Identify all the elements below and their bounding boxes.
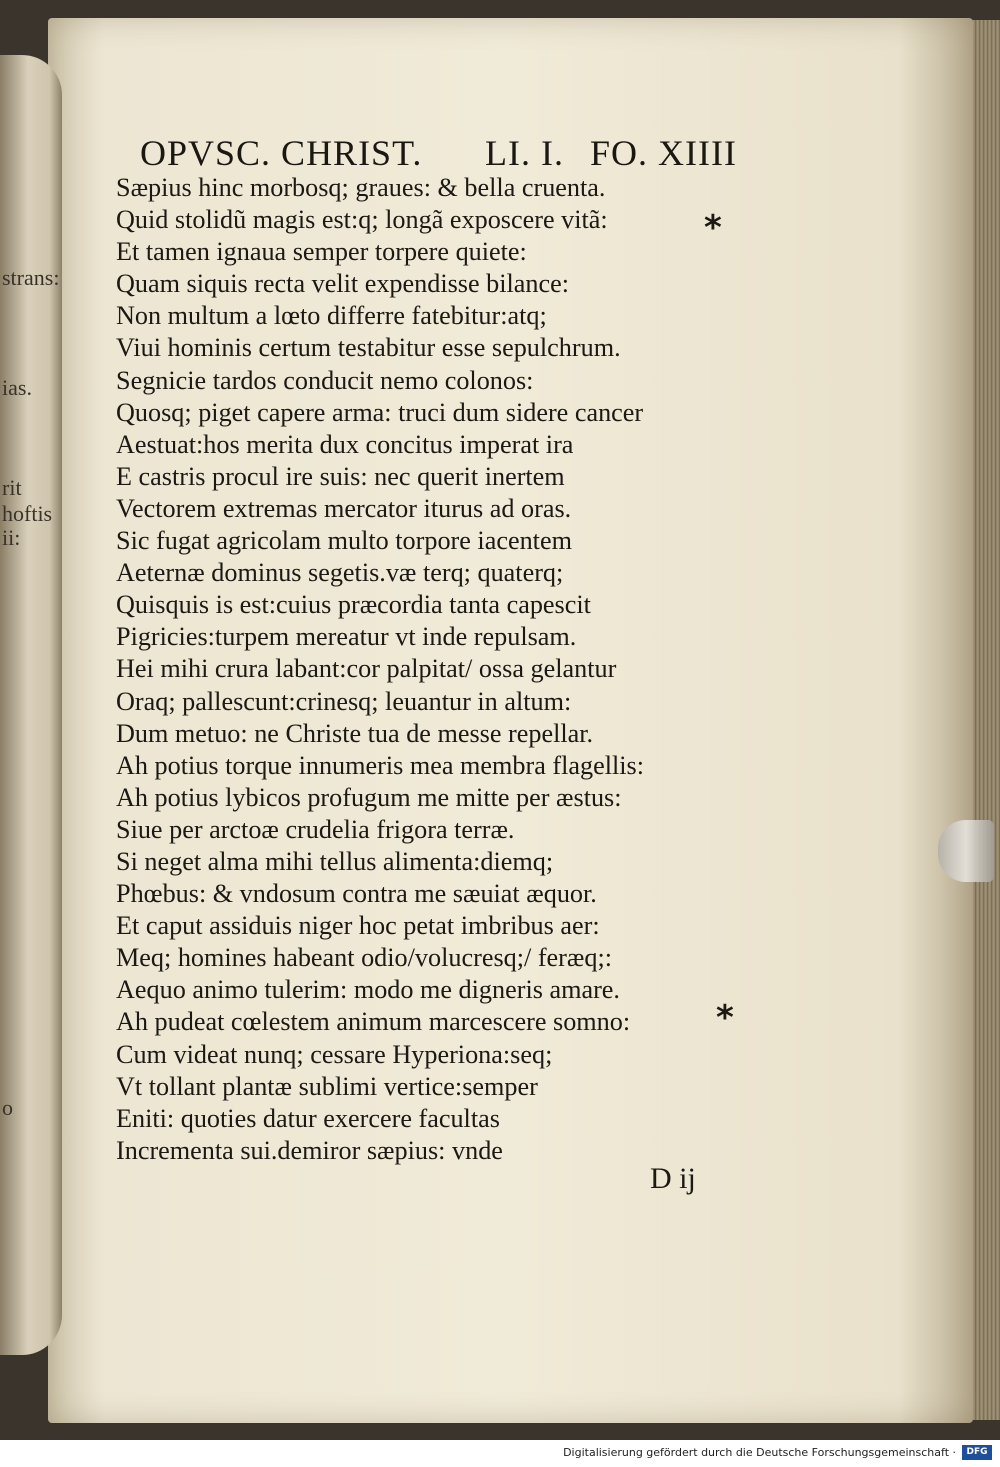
verse-line: Segnicie tardos conducit nemo colonos: — [116, 365, 534, 395]
margin-asterisk-marker: * — [716, 998, 734, 1038]
verse-line: Dum metuo: ne Christe tua de messe repellar. — [116, 718, 594, 748]
margin-asterisk-marker: * — [704, 208, 722, 248]
verse-line: Eniti: quoties datur exercere facultas — [116, 1103, 500, 1133]
verse-line: Quosq; piget capere arma: truci dum sidere cancer — [116, 397, 644, 427]
verse-line: Incrementa sui.demiror sæpius: vnde — [116, 1135, 503, 1165]
verse-line: Quid stolidũ magis est:q; longã exposcere vitã: — [116, 205, 608, 235]
funding-credit: Digitalisierung gefördert durch die Deutsche Forschungsgemeinschaft · — [563, 1446, 956, 1459]
verse-line: Hei mihi crura labant:cor palpitat/ ossa gelantur — [116, 654, 617, 684]
verse-line: E castris procul ire suis: nec querit inertem — [116, 461, 565, 491]
verse-line: Et tamen ignaua semper torpere quiete: — [116, 237, 527, 267]
verse-line: Cum videat nunq; cessare Hyperiona:seq; — [116, 1039, 553, 1069]
left-page-fragment: rit hoftis — [2, 475, 53, 526]
verse-line: Non multum a lœto differre fatebitur:atq; — [116, 301, 547, 331]
verse-line: Ah potius lybicos profugum me mitte per æstus: — [116, 782, 622, 812]
verse-line: Vt tollant plantæ sublimi vertice:semper — [116, 1071, 538, 1101]
left-page-fragment: ii: — [2, 525, 21, 550]
verse-line: Aequo animo tulerim: modo me digneris amare. — [116, 975, 620, 1005]
verse-line: Si neget alma mihi tellus alimenta:diemq; — [116, 846, 554, 876]
header-book: LI. I. — [485, 133, 564, 173]
header-folio: FO. XIIII — [590, 133, 737, 173]
left-page-fragment: ias. — [2, 375, 32, 400]
verse-line: Ah pudeat cœlestem animum marcescere somno: — [116, 1007, 631, 1037]
signature-mark: D ij — [650, 1162, 696, 1195]
verse-line: Meq; homines habeant odio/volucresq;/ feræq;: — [116, 943, 613, 973]
verse-line: Phœbus: & vndosum contra me sæuiat æquor. — [116, 879, 597, 909]
page-clip — [938, 820, 994, 882]
verse-line: Viui hominis certum testabitur esse sepulchrum. — [116, 333, 621, 363]
verse-block — [116, 172, 716, 1167]
left-page-curl — [0, 55, 62, 1355]
verse-line: Sæpius hinc morbosq; graues: & bella cruenta. — [116, 173, 606, 202]
dfg-logo-icon: DFG — [962, 1445, 992, 1460]
verse-line: Sic fugat agricolam multo torpore iacentem — [116, 526, 572, 556]
verse-line: Vectorem extremas mercator iturus ad oras. — [116, 493, 572, 523]
verse-line: Siue per arctoæ crudelia frigora terræ. — [116, 814, 515, 844]
verse-line: Pigricies:turpem mereatur vt inde repulsam. — [116, 622, 577, 652]
verse-line: Quisquis is est:cuius præcordia tanta capescit — [116, 590, 591, 620]
verse-line: Aeternæ dominus segetis.væ terq; quaterq; — [116, 558, 564, 588]
verse-line: Et caput assiduis niger hoc petat imbribus aer: — [116, 911, 600, 941]
verse-line: Oraq; pallescunt:crinesq; leuantur in altum: — [116, 686, 572, 716]
left-page-fragment: o — [2, 1095, 13, 1120]
footer-bar — [0, 1440, 1000, 1467]
verse-line: Quam siquis recta velit expendisse bilance: — [116, 269, 570, 299]
verse-line: Aestuat:hos merita dux concitus imperat ira — [116, 429, 574, 459]
left-page-fragment: strans: — [2, 265, 60, 290]
header-title: OPVSC. CHRIST. — [140, 133, 423, 173]
verse-line: Ah potius torque innumeris mea membra flagellis: — [116, 750, 644, 780]
